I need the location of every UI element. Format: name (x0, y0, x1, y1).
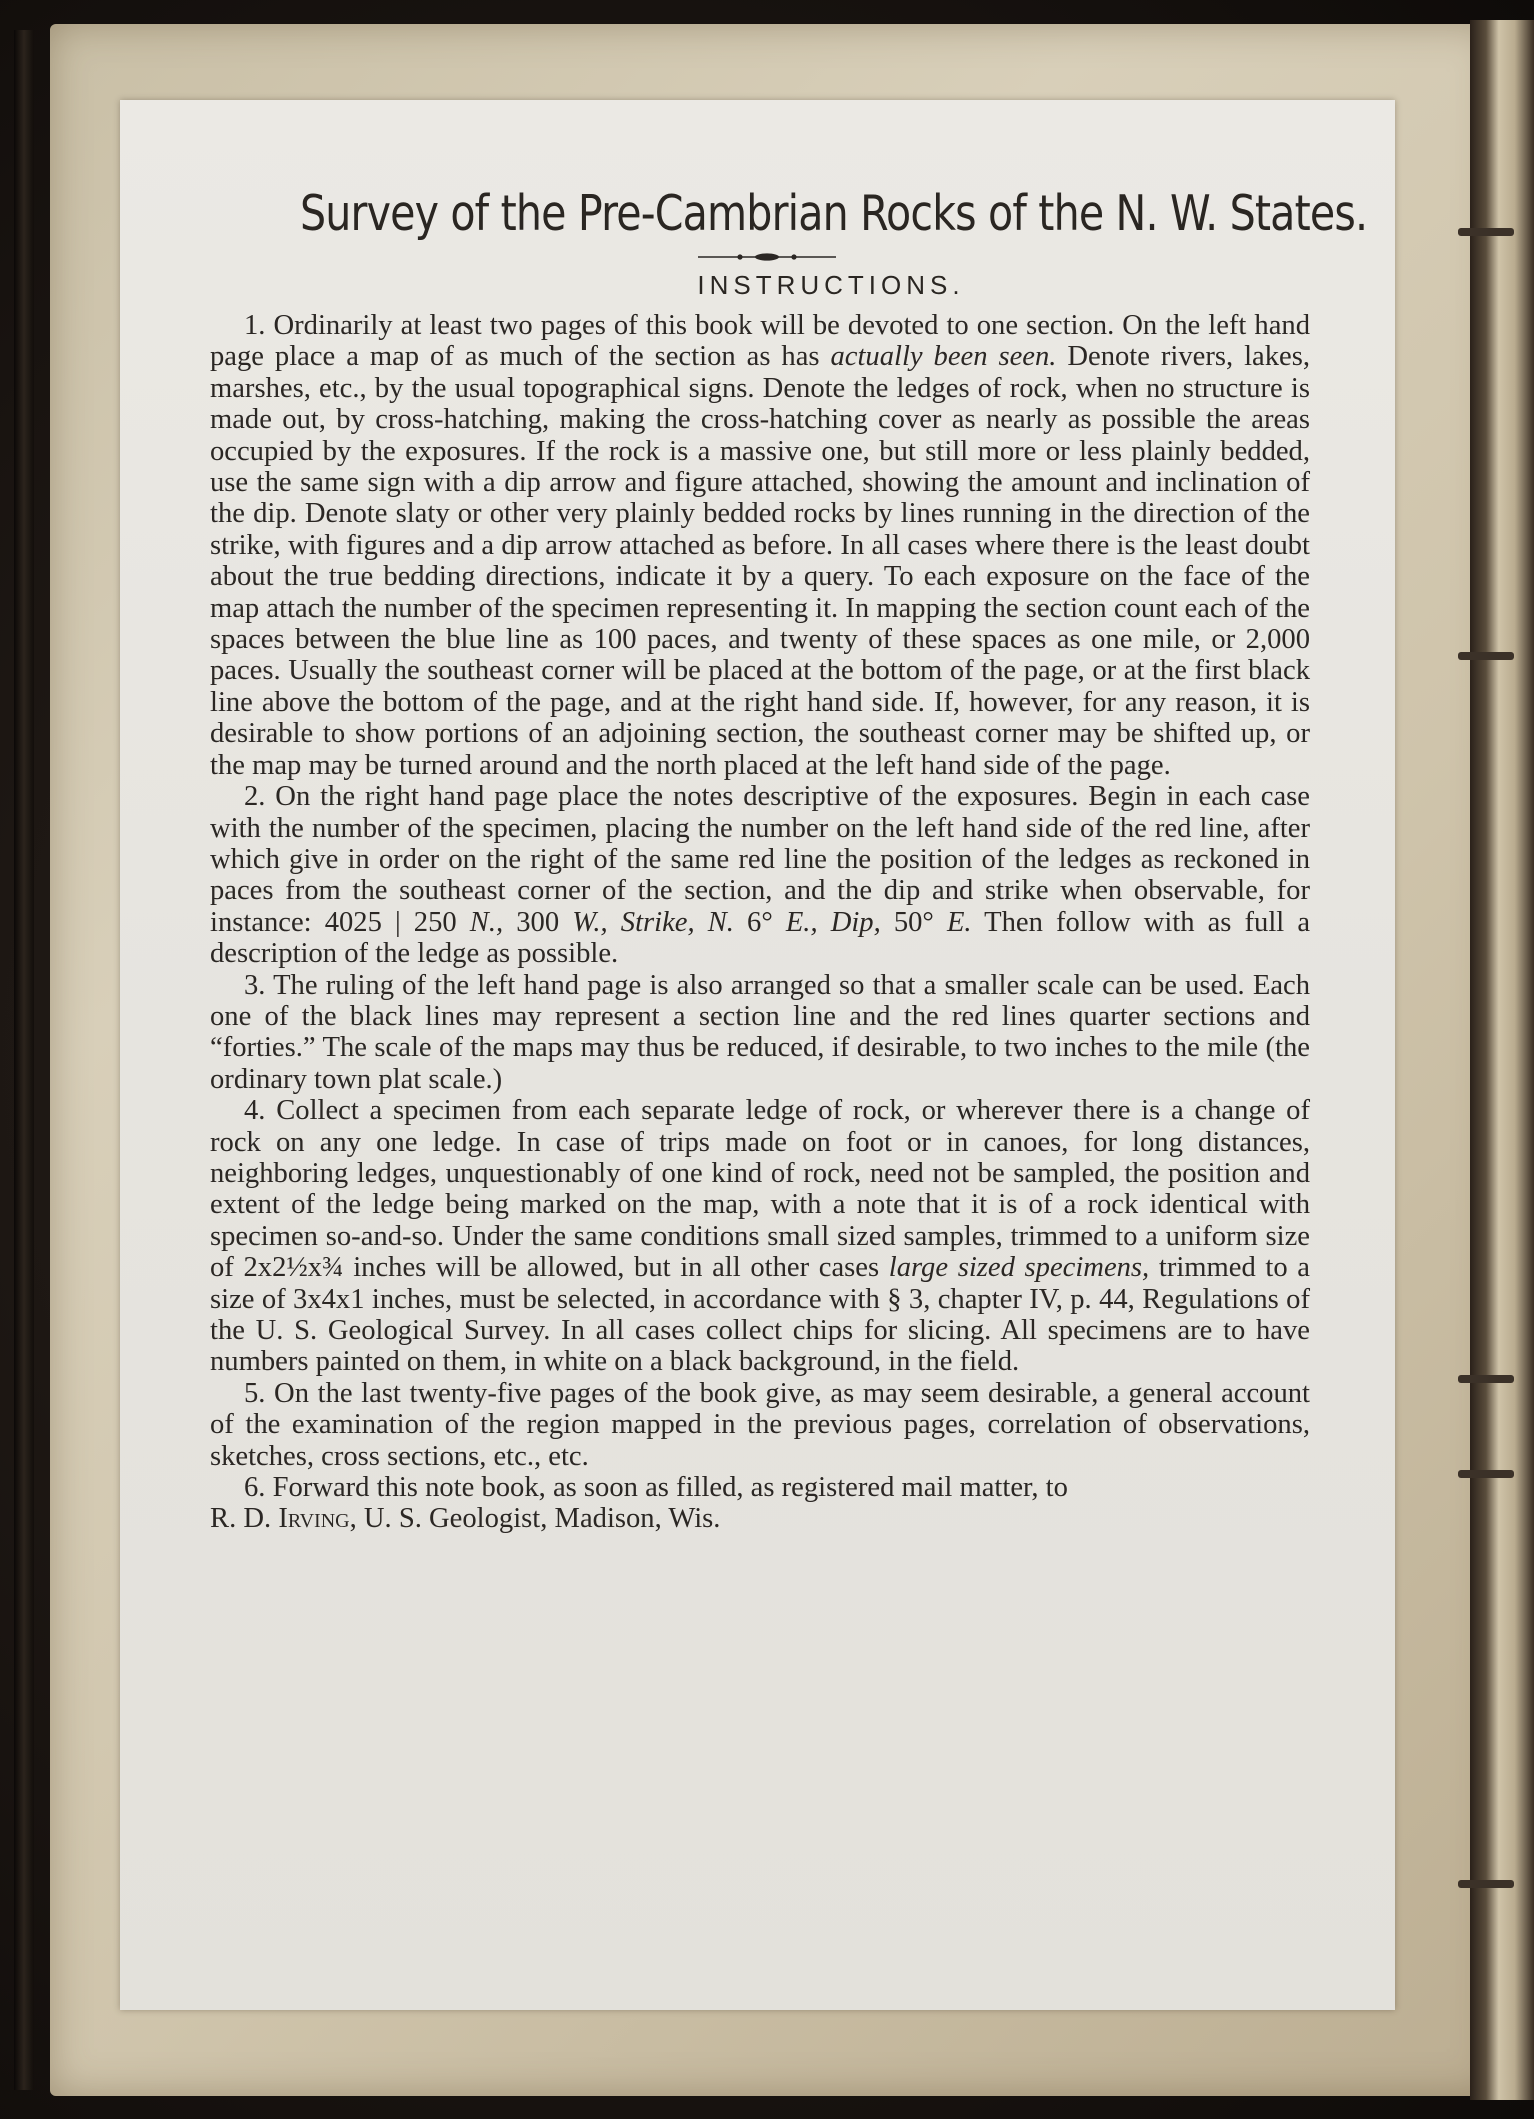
binding-stitch (1458, 1375, 1514, 1383)
binding-stitch (1458, 1880, 1514, 1888)
title-ornament (698, 251, 836, 263)
instruction-paragraph-5: 5. On the last twenty-five pages of the book give, as may seem desirable, a general account of the examination of the region mapped in the previous pages, correlation of observations, sketches, cross sections, etc., etc. (210, 1377, 1310, 1472)
instructions-body (210, 310, 1310, 1535)
instruction-paragraph-3: 3. The ruling of the left hand page is also arranged so that a smaller scale can be used. Each one of the black lines may represent a section line and the red lines quarter sections and “forties.” The scale of the maps may thus be reduced, if desirable, to two inches to the mile (the ordinary town plat scale.) (210, 969, 1310, 1095)
binding-stitch (1458, 228, 1514, 236)
instruction-paragraph-6: 6. Forward this note book, as soon as filled, as registered mail matter, to (244, 1472, 1068, 1504)
binding-stitch (1458, 1470, 1514, 1478)
instruction-paragraph-2: 2. On the right hand page place the notes descriptive of the exposures. Begin in each case with the number of the specimen, placing the number on the left hand side of the red line, after which give in order on the right of the same red line the position of the ledges as reckoned in paces from the southeast corner of the section, and the dip and strike when observable, for instance: 4025 | 250 N., 300 W., Strike, N. 6° E., Dip, 50° E. Then follow with as full a description of the ledge as possible. (210, 781, 1311, 970)
geologist-signature-line: R. D. Irving, U. S. Geologist, Madison, Wis. (210, 1503, 721, 1535)
instructions-heading: INSTRUCTIONS. (697, 270, 965, 300)
instruction-paragraph-1: 1. Ordinarily at least two pages of this book will be devoted to one section. On the left hand page place a map of as much of the section as has actually been seen. Denote rivers, lakes, marshes, etc., by the usual topographical signs. Denote the ledges of rock, when no structure is made out, by cross-hatching, making the cross-hatching cover as nearly as possible the areas occupied by the exposures. If the rock is a massive one, but still more or less plainly bedded, use the same sign with a dip arrow and figure attached, showing the amount and inclination of the dip. Denote slaty or other very plainly bedded rocks by lines running in the direction of the strike, with figures and a dip arrow attached as before. In all cases where there is the least doubt about the true bedding directions, indicate it by a query. To each exposure on the face of the map attach the number of the specimen representing it. In mapping the section count each of the spaces between the blue line as 100 paces, and twenty of these spaces as one mile, or 2,000 paces. Usually the southeast corner will be placed at the bottom of the page, or at the first black line above the bottom of the page, and at the right hand side. If, however, for any reason, it is desirable to show portions of an adjoining section, the southeast corner may be shifted up, or the map may be turned around and the north placed at the left hand side of the page. (210, 310, 1310, 781)
cover-spine-edge (14, 30, 34, 2090)
page-title: Survey of the Pre-Cambrian Rocks of the N. W. States. (299, 185, 1368, 242)
binding-strip (1470, 20, 1534, 2100)
binding-stitch (1458, 652, 1514, 660)
instruction-paragraph-4: 4. Collect a specimen from each separate ledge of rock, or wherever there is a change of rock on any one ledge. In case of trips made on foot or in canoes, for long distances, neighboring ledges, unquestionably of one kind of rock, need not be sampled, the position and extent of the ledge being marked on the map, with a note that it is of a rock identical with specimen so-and-so. Under the same conditions small sized samples, trimmed to a uniform size of 2x2½x¾ inches will be allowed, but in all other cases large sized specimens, trimmed to a size of 3x4x1 inches, must be selected, in accordance with § 3, chapter IV, p. 44, Regulations of the U. S. Geological Survey. In all cases collect chips for slicing. All specimens are to have numbers painted on them, in white on a black background, in the field. (210, 1095, 1311, 1378)
